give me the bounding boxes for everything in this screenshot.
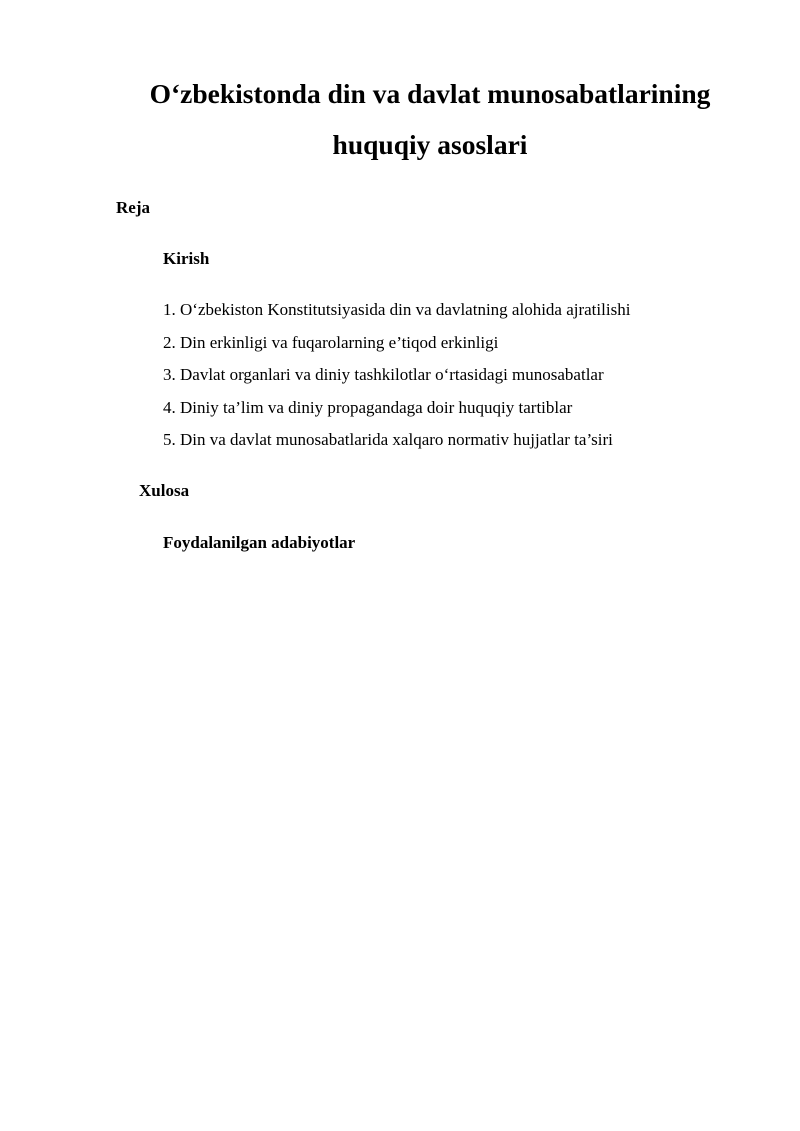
plan-item	[163, 333, 630, 366]
plan-item	[163, 300, 630, 333]
plan-item-text: Din erkinligi va fuqarolarning e’tiqod erkinligi	[180, 332, 499, 352]
plan-item-text: Diniy ta’lim va diniy propagandaga doir huquqiy tartiblar	[180, 397, 573, 417]
plan-item-text: Din va davlat munosabatlarida xalqaro normativ hujjatlar ta’siri	[180, 430, 613, 449]
plan-item-number: 2.	[163, 332, 176, 352]
plan-item-number: 4.	[163, 397, 176, 417]
plan-item	[163, 398, 630, 431]
plan-item	[163, 365, 630, 398]
plan-item-number: 1.	[163, 300, 176, 319]
document-title-line-2: huquqiy asoslari	[332, 129, 528, 160]
intro-heading: Kirish	[163, 249, 210, 268]
plan-list	[163, 300, 630, 463]
document-title-line-1: O‘zbekistonda din va davlat munosabatlarining	[149, 78, 711, 109]
plan-heading: Reja	[116, 198, 150, 217]
plan-item-number: 3.	[163, 365, 176, 384]
plan-item-text: Davlat organlari va diniy tashkilotlar o‘rtasidagi munosabatlar	[180, 365, 604, 384]
plan-item	[163, 430, 630, 463]
plan-item-number: 5.	[163, 430, 176, 449]
conclusion-heading: Xulosa	[139, 481, 190, 500]
references-heading: Foydalanilgan adabiyotlar	[163, 533, 356, 552]
plan-item-text: O‘zbekiston Konstitutsiyasida din va davlatning alohida ajratilishi	[180, 300, 631, 319]
